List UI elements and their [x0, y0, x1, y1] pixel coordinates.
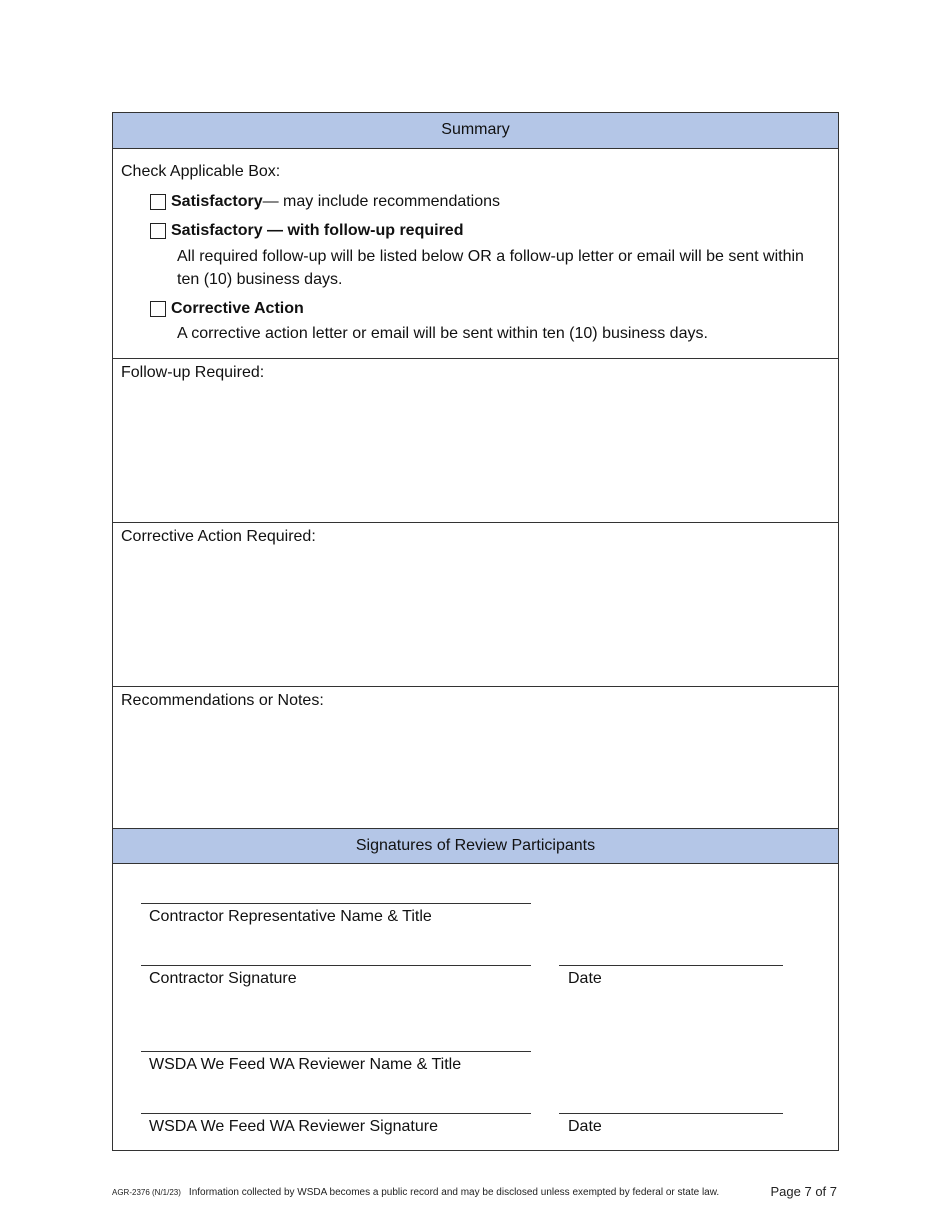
checkbox-corrective-action[interactable] [150, 301, 166, 317]
contractor-date-label: Date [568, 970, 602, 987]
option-corrective-action-title: Corrective Action [171, 300, 304, 317]
disclosure-notice: Information collected by WSDA becomes a public record and may be disclosed unless exempted by federal or state law. [188, 1187, 720, 1198]
recommendations-section[interactable] [113, 686, 838, 828]
option-satisfactory-followup-title: Satisfactory — with follow-up required [171, 222, 464, 239]
follow-up-section[interactable] [113, 358, 838, 522]
summary-header: Summary [113, 113, 838, 149]
signatures-header: Signatures of Review Participants [113, 828, 838, 864]
contractor-signature-label: Contractor Signature [149, 970, 297, 987]
reviewer-signature-label: WSDA We Feed WA Reviewer Signature [149, 1118, 438, 1135]
page-number: Page 7 of 7 [770, 1184, 837, 1199]
review-form [112, 112, 839, 1151]
corrective-action-label: Corrective Action Required: [121, 528, 316, 545]
corrective-action-section[interactable] [113, 522, 838, 686]
reviewer-signature-line[interactable] [141, 1113, 531, 1114]
recommendations-label: Recommendations or Notes: [121, 692, 324, 709]
check-applicable-label: Check Applicable Box: [121, 163, 281, 180]
reviewer-name-label: WSDA We Feed WA Reviewer Name & Title [149, 1056, 462, 1073]
option-corrective-action-description: A corrective action letter or email will be sent within ten (10) business days. [177, 325, 708, 342]
checkbox-satisfactory[interactable] [150, 194, 166, 210]
contractor-name-label: Contractor Representative Name & Title [149, 908, 432, 925]
option-satisfactory-title: Satisfactory [171, 193, 263, 210]
reviewer-date-line[interactable] [559, 1113, 783, 1114]
contractor-signature-line[interactable] [141, 965, 531, 966]
footer-notice [112, 1187, 719, 1198]
form-code: AGR-2376 (N/1/23) [112, 1188, 181, 1197]
option-satisfactory-followup-description: All required follow-up will be listed below OR a follow-up letter or email will be sent within ten (10) business days. [177, 248, 804, 288]
reviewer-name-line[interactable] [141, 1051, 531, 1052]
contractor-name-line[interactable] [141, 903, 531, 904]
option-satisfactory [150, 192, 500, 212]
option-satisfactory-followup [150, 221, 463, 241]
contractor-date-line[interactable] [559, 965, 783, 966]
follow-up-label: Follow-up Required: [121, 364, 265, 381]
reviewer-date-label: Date [568, 1118, 602, 1135]
checkbox-satisfactory-followup[interactable] [150, 223, 166, 239]
option-satisfactory-note: — may include recommendations [262, 193, 501, 210]
option-corrective-action [150, 299, 304, 319]
